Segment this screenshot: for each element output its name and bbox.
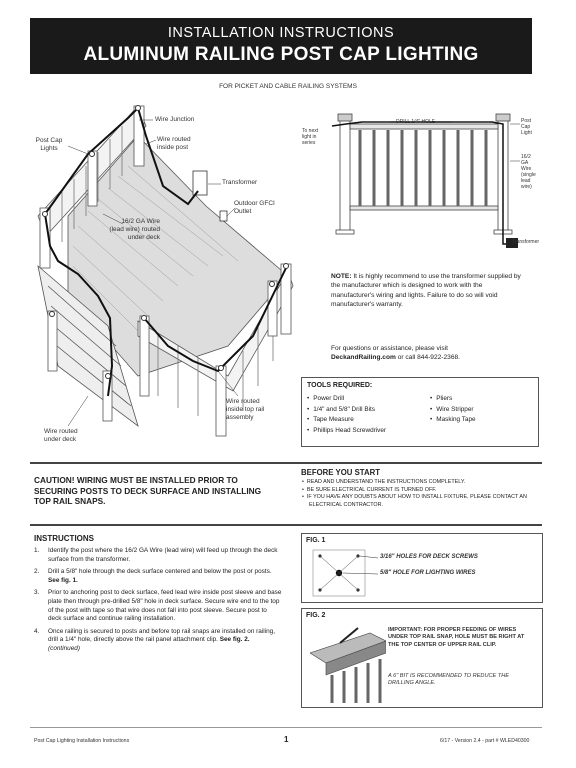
fig2-note: A 6" BIT IS RECOMMENDED TO REDUCE THE DRILLING ANGLE. bbox=[388, 673, 510, 687]
label-16-2-wire: 16/2 GA Wire (single lead wire) bbox=[521, 154, 536, 190]
before-you-start bbox=[301, 468, 541, 509]
header-line1: INSTALLATION INSTRUCTIONS bbox=[167, 25, 395, 41]
tool-item: • Tape Measure bbox=[307, 415, 386, 426]
divider bbox=[30, 462, 542, 464]
before-item: • READ AND UNDERSTAND THE INSTRUCTIONS COMPLETELY. bbox=[301, 479, 541, 487]
rail-section-illustration bbox=[302, 106, 542, 248]
footer-divider bbox=[30, 727, 542, 728]
contact-paragraph: For questions or assistance, please visit DeckandRailing.com or call 844-922-2368. bbox=[331, 345, 461, 362]
tool-item: • Pliers bbox=[430, 394, 476, 405]
tools-list-right bbox=[430, 394, 476, 426]
label-transformer: Transformer bbox=[222, 179, 258, 186]
before-item: • BE SURE ELECTRICAL CURRENT IS TURNED OFF. bbox=[301, 487, 541, 495]
fig2-title: FIG. 2 bbox=[306, 612, 326, 619]
tools-list-left bbox=[307, 394, 386, 436]
title-banner bbox=[30, 18, 532, 74]
tool-item: • Masking Tape bbox=[430, 415, 476, 426]
tools-title: TOOLS REQUIRED: bbox=[307, 382, 373, 389]
header-title: ALUMINUM RAILING POST CAP LIGHTING bbox=[83, 44, 479, 65]
caution-warning: CAUTION! WIRING MUST BE INSTALLED PRIOR TO SECURING POSTS TO DECK SURFACE AND INSTALLING TOP RAIL SNAPS. bbox=[34, 475, 262, 507]
label-rail-transformer: Transformer bbox=[512, 239, 540, 245]
footer-version: 6/17 - Version 2.4 - part # WLED40300 bbox=[440, 738, 530, 744]
before-list bbox=[301, 479, 541, 509]
page-number: 1 bbox=[284, 735, 289, 744]
fig1-title: FIG. 1 bbox=[306, 537, 326, 544]
fig2-important: IMPORTANT: FOR PROPER FEEDING OF WIRES UNDER TOP RAIL SNAP, HOLE MUST BE RIGHT AT THE TOP CENTER OF UPPER RAIL CLIP. bbox=[388, 627, 525, 648]
footer-doc-title: Post Cap Lighting Installation Instructions bbox=[34, 738, 130, 744]
label-to-next-light: To next light in series bbox=[302, 128, 319, 146]
figure-2 bbox=[301, 608, 543, 708]
label-wire-junction: Wire Junction bbox=[155, 116, 195, 123]
label-outdoor-gfci: Outdoor GFCI Outlet bbox=[234, 200, 275, 215]
label-wire-routed-inside-post: Wire routed inside post bbox=[157, 136, 191, 151]
label-wire-under-deck: Wire routed under deck bbox=[44, 428, 78, 443]
top-rail-drill-diagram bbox=[310, 623, 386, 703]
note-paragraph: NOTE: It is highly recommend to use the transformer supplied by the manufacturer which is designed to work with the manufacturer's wiring and lights. Failure to do so will void manufacturer's warranty. bbox=[331, 273, 521, 308]
divider bbox=[30, 524, 542, 526]
instruction-step: 2. Drill a 5/8" hole through the deck surface centered and below the post or posts. See fig. 1. bbox=[34, 568, 272, 584]
label-lead-wire: 16/2 GA Wire (lead wire) routed under deck bbox=[109, 218, 160, 241]
label-post-cap-light: Post Cap Light bbox=[521, 118, 532, 136]
instruction-step: 1. Identify the post where the 16/2 GA Wire (lead wire) will feed up through the deck surface from the transformer. bbox=[34, 547, 278, 563]
post-base-plate-diagram bbox=[308, 546, 378, 600]
fig1-label-deck-screws: 3/16" HOLES FOR DECK SCREWS bbox=[380, 554, 478, 560]
subtitle: FOR PICKET AND CABLE RAILING SYSTEMS bbox=[219, 83, 357, 90]
tool-item: • 1/4" and 5/8" Drill Bits bbox=[307, 405, 386, 416]
figure-1 bbox=[301, 533, 543, 603]
tools-required-box bbox=[301, 377, 539, 447]
tool-item: • Phillips Head Screwdriver bbox=[307, 426, 386, 437]
instruction-step: 3. Prior to anchoring post to deck surface, feed lead wire inside post sleeve and base plate then through pre-drilled 5/8" hole in deck surface. Secure wire end to the top of the post with tape so that wire does not fall into post sleeve. Secure post to deck surface and continue railing installation. bbox=[34, 589, 282, 623]
tool-item: • Power Drill bbox=[307, 394, 386, 405]
fig1-label-lighting-wires: 5/8" HOLE FOR LIGHTING WIRES bbox=[380, 570, 476, 576]
tool-item: • Wire Stripper bbox=[430, 405, 476, 416]
label-post-cap-lights: Post Cap Lights bbox=[35, 137, 63, 152]
instructions-title: INSTRUCTIONS bbox=[34, 534, 94, 543]
instruction-step: 4. Once railing is secured to posts and before top rail snaps are installed on railing, drill a 1/4" hole, directly above the rail panel attachment clip. See fig. 2. (continued) bbox=[34, 627, 275, 652]
label-wire-top-rail: Wire routed inside top rail assembly bbox=[226, 398, 265, 421]
website-link[interactable]: DeckandRailing.com bbox=[331, 354, 396, 362]
before-item: • IF YOU HAVE ANY DOUBTS ABOUT HOW TO INSTALL FIXTURE, PLEASE CONTACT AN ELECTRICAL CONTRACTOR. bbox=[301, 494, 541, 509]
label-drill-hole: DRILL 1/4" HOLE bbox=[396, 119, 436, 125]
instruction-steps bbox=[34, 547, 282, 658]
before-title: BEFORE YOU START bbox=[301, 468, 380, 477]
